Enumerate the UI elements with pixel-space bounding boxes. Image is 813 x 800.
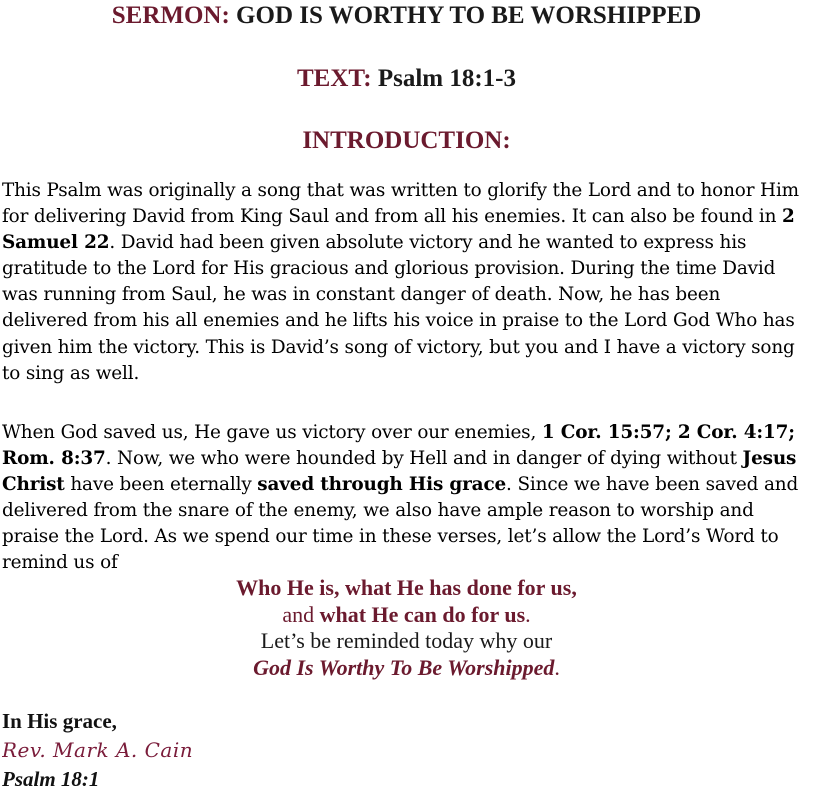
intro-paragraph-1 bbox=[2, 178, 810, 387]
p2-text-a: When God saved us, He gave us victory over our enemies, bbox=[2, 422, 542, 443]
p2-text-d: . Since we have been saved and delivered from the snare of the enemy, we also have ample reason to worship and praise the Lord. As we spend our time in these verses, let’s allow the Lord’s Word to remind us of bbox=[2, 474, 799, 574]
p1-text-a: This Psalm was originally a song that was written to glorify the Lord and to honor Him for delivering David from King Saul and from all his enemies. It can also be found in bbox=[2, 180, 799, 228]
worthy-phrase: God Is Worthy To Be Worshipped bbox=[253, 654, 555, 680]
sermon-label: SERMON: bbox=[111, 2, 230, 29]
what-he-has-done: what He has done for us bbox=[344, 575, 572, 600]
comma-1: , bbox=[333, 575, 345, 600]
and-word: and bbox=[282, 601, 320, 627]
p2-scripture-refs: 1 Cor. 15:57; 2 Cor. 4:17; Rom. 8:37 bbox=[2, 422, 795, 470]
centered-line-4 bbox=[0, 655, 813, 682]
p2-jesus-christ: Jesus Christ bbox=[2, 448, 797, 496]
period-1: . bbox=[525, 601, 531, 627]
sermon-title: GOD IS WORTHY TO BE WORSHIPPED bbox=[236, 2, 702, 29]
p1-scripture-ref: 2 Samuel 22 bbox=[2, 206, 795, 254]
p2-text-c: have been eternally bbox=[64, 474, 258, 496]
signature-text: Rev. Mark A. Cain bbox=[2, 738, 194, 762]
who-he-is: Who He is bbox=[236, 575, 334, 600]
introduction-heading bbox=[0, 127, 813, 155]
introduction-label: INTRODUCTION: bbox=[302, 127, 511, 154]
text-reference: Psalm 18:1-3 bbox=[377, 65, 516, 92]
centered-line-1 bbox=[0, 575, 813, 602]
intro-paragraph-2 bbox=[2, 420, 810, 577]
signature-script bbox=[2, 735, 202, 765]
closing-block bbox=[2, 707, 202, 793]
closing-salutation: In His grace, bbox=[2, 709, 117, 733]
sermon-heading bbox=[0, 2, 813, 30]
reminded-line: Let’s be reminded today why our bbox=[260, 628, 553, 653]
p2-text-b: . Now, we who were hounded by Hell and in danger of dying without bbox=[105, 448, 743, 470]
p1-text-b: . David had been given absolute victory and he wanted to express his gratitude to the Lord for His gracious and glorious provision. During the time David was running from Saul, he was in constant danger of death. Now, he has been delivered from his all enemies and he lifts his voice in praise to the Lord God Who has given him the victory. This is David’s song of victory, but you and I have a victory song to sing as well. bbox=[2, 232, 795, 384]
what-he-can-do: what He can do for us bbox=[319, 601, 526, 627]
text-heading bbox=[0, 65, 813, 93]
closing-verse: Psalm 18:1 bbox=[2, 767, 100, 791]
comma-2: , bbox=[571, 575, 577, 600]
centered-line-2 bbox=[0, 602, 813, 629]
centered-emphasis bbox=[0, 575, 813, 681]
text-label: TEXT: bbox=[297, 65, 372, 92]
period-2: . bbox=[554, 654, 560, 680]
p2-saved-through-grace: saved through His grace bbox=[257, 474, 507, 496]
